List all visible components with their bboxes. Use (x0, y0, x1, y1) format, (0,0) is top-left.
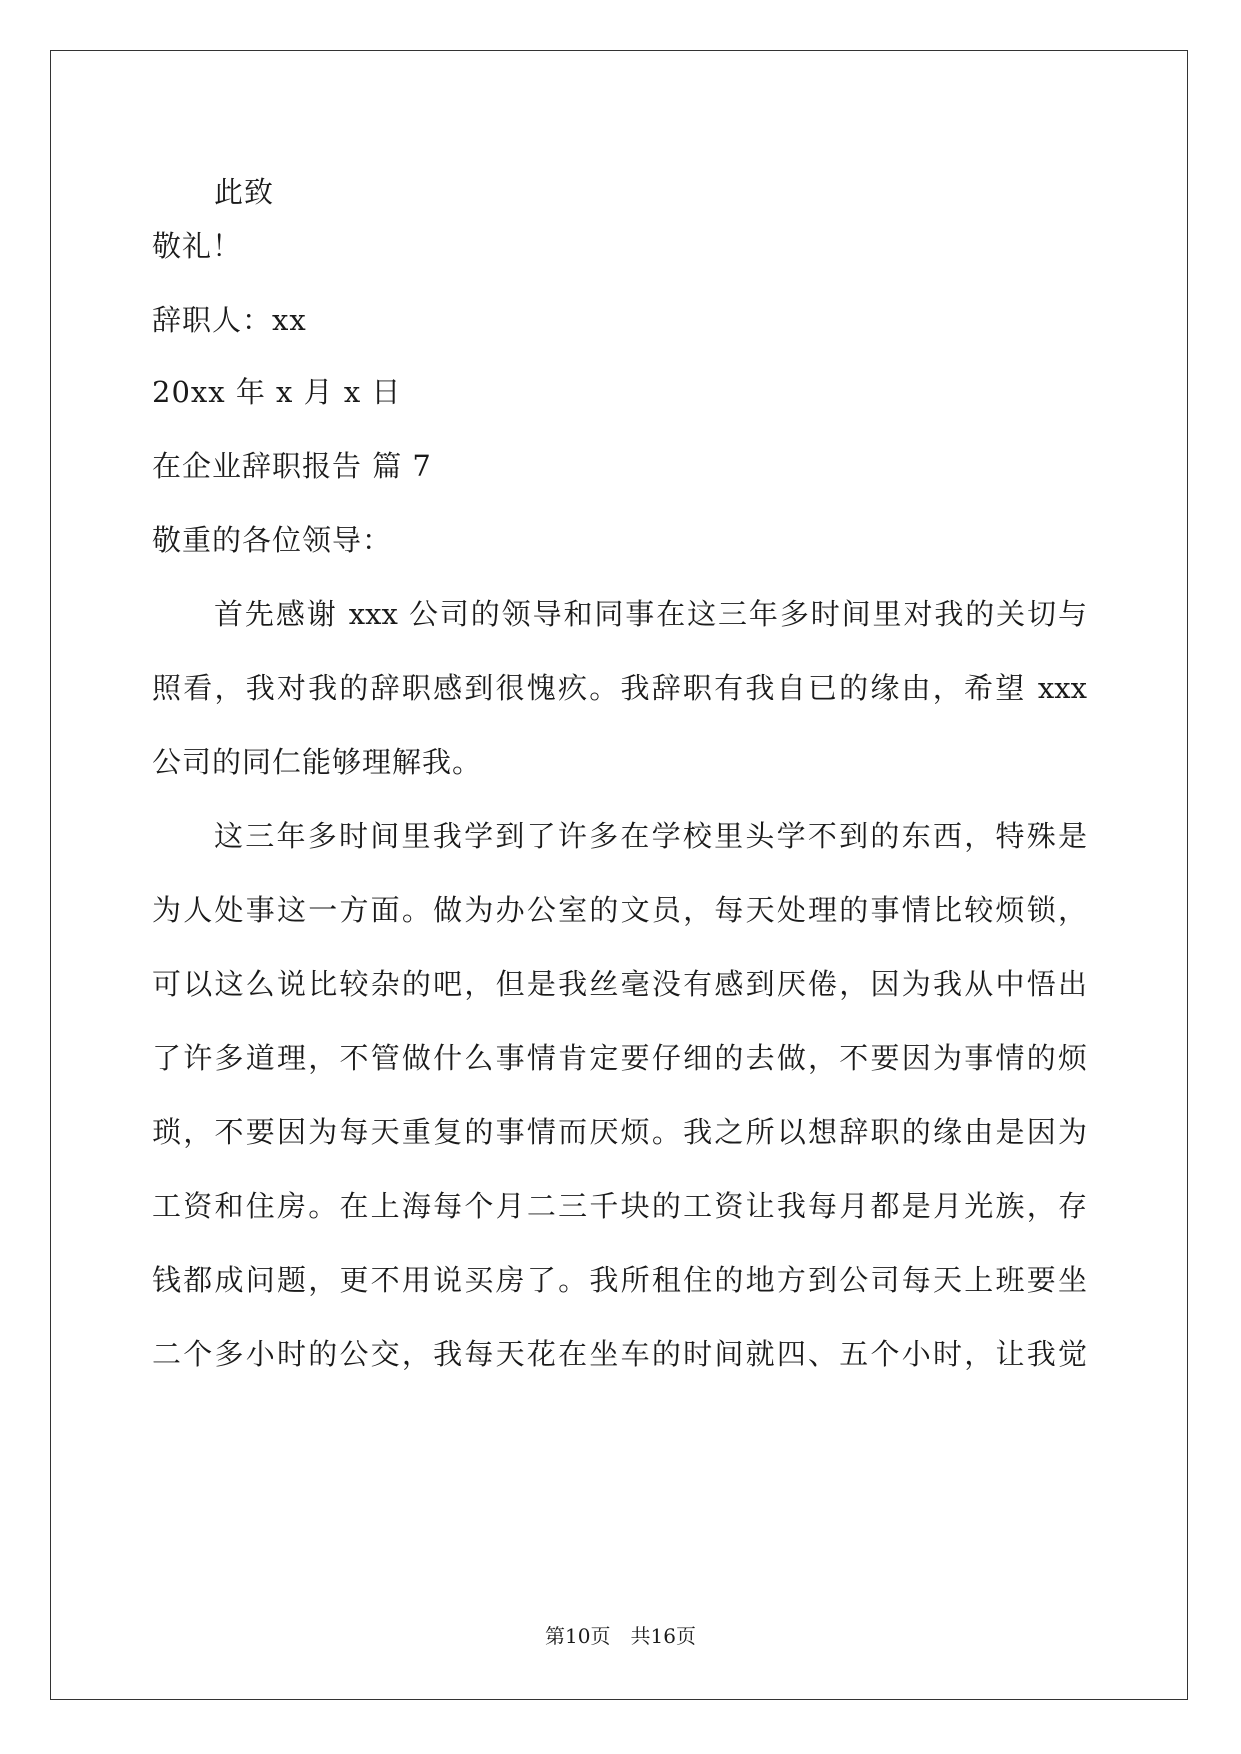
greeting: 敬重的各位领导： (152, 523, 393, 557)
page-total: 16 (650, 1624, 676, 1648)
signature-line: 辞职人：xx (152, 303, 307, 337)
paragraph-line: 首先感谢 xxx 公司的领导和同事在这三年多时间里对我的关切与 (214, 597, 1087, 631)
paragraph-line: 了许多道理，不管做什么事情肯定要仔细的去做，不要因为事情的烦 (152, 1041, 1087, 1075)
paragraph-line: 钱都成问题，更不用说买房了。我所租住的地方到公司每天上班要坐 (152, 1263, 1087, 1297)
closing-regards: 敬礼！ (152, 229, 243, 263)
paragraph-line: 二个多小时的公交，我每天花在坐车的时间就四、五个小时，让我觉 (152, 1337, 1087, 1371)
paragraph-line: 照看，我对我的辞职感到很愧疚。我辞职有我自已的缘由，希望 xxx (152, 671, 1087, 705)
page-current: 10 (565, 1624, 591, 1648)
page-border (50, 50, 1188, 1700)
date-line: 20xx 年 x 月 x 日 (152, 375, 402, 409)
page-prefix: 第 (545, 1624, 566, 1648)
paragraph-line: 为人处事这一方面。做为办公室的文员，每天处理的事情比较烦锁， (152, 893, 1087, 927)
paragraph-line: 工资和住房。在上海每个月二三千块的工资让我每月都是月光族，存 (152, 1189, 1087, 1223)
paragraph-line: 这三年多时间里我学到了许多在学校里头学不到的东西，特殊是 (214, 819, 1087, 853)
closing-salutation: 此致 (214, 175, 275, 209)
page-suffix: 页 (675, 1624, 696, 1648)
page-footer (0, 1622, 1241, 1650)
paragraph-line: 琐，不要因为每天重复的事情而厌烦。我之所以想辞职的缘由是因为 (152, 1115, 1087, 1149)
page-mid: 页 共 (590, 1624, 651, 1648)
paragraph-line: 公司的同仁能够理解我。 (152, 745, 483, 779)
section-title: 在企业辞职报告 篇 7 (152, 449, 432, 483)
paragraph-line: 可以这么说比较杂的吧，但是我丝毫没有感到厌倦，因为我从中悟出 (152, 967, 1087, 1001)
